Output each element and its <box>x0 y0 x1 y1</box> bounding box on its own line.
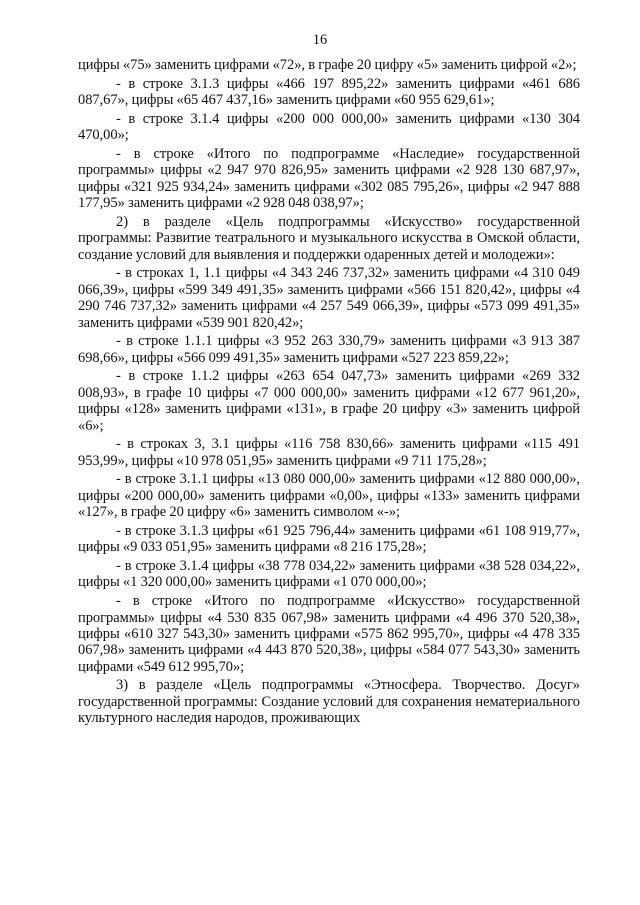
paragraph-section-etnosfera: 3) в разделе «Цель подпрограммы «Этносфера. Творчество. Досуг» государственной программы: Создание условий для сохранения нематериального культурного наследия народов, проживающих <box>78 677 580 727</box>
paragraph-row-1-1-2: - в строке 1.1.2 цифры «263 654 047,73» заменить цифрами «269 332 008,93», в графе 10 цифры «7 000 000,00» заменить цифрами «12 677 961,20», цифры «128» заменить цифрами «131», в графе 20 цифру «3» заменить цифрой «6»; <box>78 368 580 434</box>
paragraph-row-3-1-4-nasledie: - в строке 3.1.4 цифры «200 000 000,00» заменить цифрами «130 304 470,00»; <box>78 110 580 144</box>
paragraph-row-1-1-1: - в строке 1.1.1 цифры «3 952 263 330,79» заменить цифрами «3 913 387 698,66», цифры «566 099 491,35» заменить цифрами «527 223 859,22»; <box>78 333 580 366</box>
paragraph-total-nasledie: - в строке «Итого по подпрограмме «Наследие» государственной программы» цифры «2 947 970 826,95» заменить цифрами «2 928 130 687,97», цифры «321 925 934,24» заменить цифрами «302 085 795,26», цифры «2 947 888 177,95» заменить цифрами «2 928 048 038,97»; <box>78 145 580 212</box>
paragraph-continuation: цифры «75» заменить цифрами «72», в графе 20 цифру «5» заменить цифрой «2»; <box>78 57 577 73</box>
paragraph-row-3-1-1: - в строке 3.1.1 цифры «13 080 000,00» заменить цифрами «12 880 000,00», цифры «200 000,00» заменить цифрами «0,00», цифры «133» заменить цифрами «127», в графе 20 цифру «6» заменить символом «-»; <box>78 471 580 521</box>
paragraph-section-iskusstvo: 2) в разделе «Цель подпрограммы «Искусство» государственной программы: Развитие театрального и музыкального искусства в Омской области, создание условий для выявления и поддержки одаренных детей и молодежи»: <box>78 213 580 263</box>
paragraph-rows-3-3-1: - в строках 3, 3.1 цифры «116 758 830,66» заменить цифрами «115 491 953,99», цифры «10 978 051,95» заменить цифрами «9 711 175,28»; <box>78 436 580 469</box>
paragraph-row-3-1-3-nasledie: - в строке 3.1.3 цифры «466 197 895,22» заменить цифрами «461 686 087,67», цифры «65 467 437,16» заменить цифрами «60 955 629,61»; <box>78 75 580 109</box>
paragraph-row-3-1-4-iskusstvo: - в строке 3.1.4 цифры «38 778 034,22» заменить цифрами «38 528 034,22», цифры «1 320 000,00» заменить цифрами «1 070 000,00»; <box>78 558 580 591</box>
document-body <box>78 57 580 729</box>
paragraph-row-3-1-3-iskusstvo: - в строке 3.1.3 цифры «61 925 796,44» заменить цифрами «61 108 919,77», цифры «9 033 051,95» заменить цифрами «8 216 175,28»; <box>78 522 580 556</box>
page-number: 16 <box>312 32 328 48</box>
paragraph-rows-1-1-1: - в строках 1, 1.1 цифры «4 343 246 737,32» заменить цифрами «4 310 049 066,39», цифры «599 349 491,35» заменить цифрами «566 151 820,42», цифры «4 290 746 737,32» заменить цифрами «4 257 549 066,39», цифры «573 099 491,35» заменить цифрами «539 901 820,42»; <box>78 265 580 331</box>
paragraph-total-iskusstvo: - в строке «Итого по подпрограмме «Искусство» государственной программы» цифры «4 530 835 067,98» заменить цифрами «4 496 370 520,38», цифры «610 327 543,30» заменить цифрами «575 862 995,70», цифры «4 478 335 067,98» заменить цифрами «4 443 870 520,38», цифры «584 077 543,30» заменить цифрами «549 612 995,70»; <box>78 593 580 675</box>
